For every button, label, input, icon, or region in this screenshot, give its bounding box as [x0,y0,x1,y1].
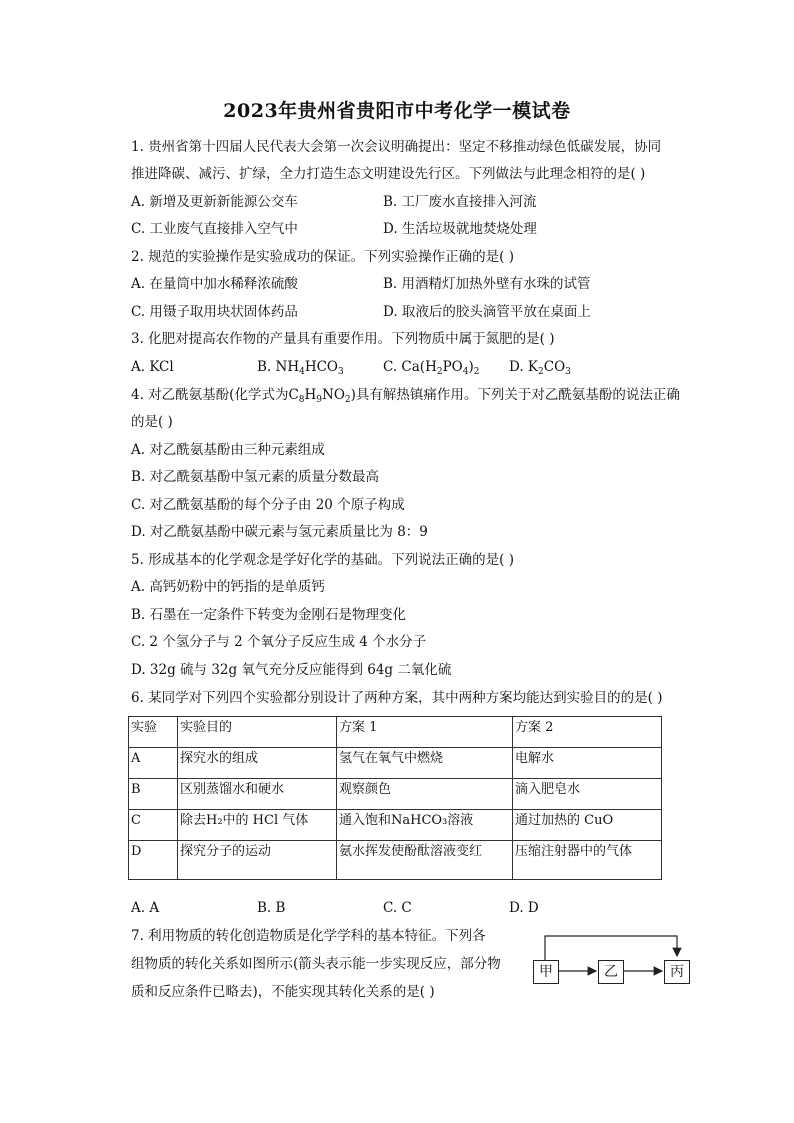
q3-option-a: A. KCl [131,359,174,375]
q3-option-b: B. $NH_4HCO_3$ [257,359,344,377]
q4-option-d: D. 对乙酰氨基酚中碳元素与氢元素质量比为 8：9 [131,524,428,540]
q6-option-a: A. A [131,900,160,916]
q3-option-c: C. $Ca(H_2PO_4)_2$ [383,359,480,377]
q2-option-b: B. 用酒精灯加热外壁有水珠的试管 [383,276,591,292]
table-cell: C [129,810,178,841]
table-cell: 探究水的组成 [178,748,337,779]
page-title: 2023年贵州省贵阳市中考化学一模试卷 [223,100,571,122]
table-header: 方案 2 [513,717,662,748]
table-cell: A [129,748,178,779]
q7-stem-line1: 7. 利用物质的转化创造物质是化学学科的基本特征。下列各 [131,928,486,944]
q5-option-c: C. 2 个氢分子与 2 个氧分子反应生成 4 个水分子 [131,634,427,650]
q3-stem: 3. 化肥对提高农作物的产量具有重要作用。下列物质中属于氮肥的是( ) [131,331,555,347]
table-header: 实验 [129,717,178,748]
q2-option-c: C. 用镊子取用块状固体药品 [131,304,298,320]
experiment-table [128,716,662,880]
q1-option-b: B. 工厂废水直接排入河流 [383,194,537,210]
q2-option-d: D. 取液后的胶头滴管平放在桌面上 [383,304,591,320]
table-cell: 除去H₂中的 HCl 气体 [178,810,337,841]
diagram-box-jia: 甲 [533,960,559,984]
q4-option-a: A. 对乙酰氨基酚由三种元素组成 [131,442,325,458]
table-cell: 滴入肥皂水 [513,779,662,810]
q4-option-b: B. 对乙酰氨基酚中氢元素的质量分数最高 [131,469,380,485]
table-header-row [129,717,662,748]
q4-stem-line2: 的是( ) [131,414,173,430]
q6-option-d: D. D [509,900,539,916]
table-cell: B [129,779,178,810]
table-cell: 氢气在氧气中燃烧 [337,748,513,779]
q5-option-d: D. 32g 硫与 32g 氧气充分反应能得到 64g 二氧化硫 [131,662,452,678]
q6-option-b: B. B [257,900,286,916]
table-row [129,779,662,810]
q6-stem: 6. 某同学对下列四个实验都分别设计了两种方案，其中两种方案均能达到实验目的的是( ) [131,690,663,706]
arrow-jia-to-bing [545,936,677,960]
q7-stem-line3: 质和反应条件已略去)，不能实现其转化关系的是( ) [131,984,435,1000]
q1-option-a: A. 新增及更新新能源公交车 [131,194,298,210]
q5-option-b: B. 石墨在一定条件下转变为金刚石是物理变化 [131,607,407,623]
q7-stem-line2: 组物质的转化关系如图所示(箭头表示能一步实现反应，部分物 [131,956,501,972]
table-cell: 区别蒸馏水和硬水 [178,779,337,810]
table-cell: 氨水挥发使酚酞溶液变红 [337,841,513,880]
table-cell: 观察颜色 [337,779,513,810]
q1-option-c: C. 工业废气直接排入空气中 [131,221,298,237]
diagram-box-bing: 丙 [664,960,690,984]
q2-stem: 2. 规范的实验操作是实验成功的保证。下列实验操作正确的是( ) [131,249,514,265]
q1-stem-line2: 推进降碳、减污、扩绿，全力打造生态文明建设先行区。下列做法与此理念相符的是( ) [131,166,646,182]
q5-option-a: A. 高钙奶粉中的钙指的是单质钙 [131,579,325,595]
table-cell: 通过加热的 CuO [513,810,662,841]
q5-stem: 5. 形成基本的化学观念是学好化学的基础。下列说法正确的是( ) [131,552,514,568]
q1-option-d: D. 生活垃圾就地焚烧处理 [383,221,537,237]
diagram-box-yi: 乙 [598,960,624,984]
table-cell: 压缩注射器中的气体 [513,841,662,880]
table-row [129,841,662,880]
table-cell: D [129,841,178,880]
table-cell: 电解水 [513,748,662,779]
q4-stem-line1: 4. 对乙酰氨基酚(化学式为$C_8H_9NO_2$)具有解热镇痛作用。下列关于对乙酰氨基酚的说法正确 [131,387,680,405]
table-row [129,810,662,841]
table-cell: 通入饱和NaHCO₃溶液 [337,810,513,841]
q1-stem-line1: 1. 贵州省第十四届人民代表大会第一次会议明确提出：坚定不移推动绿色低碳发展，协同 [131,139,662,155]
q3-option-d: D. $K_2CO_3$ [509,359,571,377]
table-header: 方案 1 [337,717,513,748]
q2-option-a: A. 在量筒中加水稀释浓硫酸 [131,276,298,292]
q6-option-c: C. C [383,900,412,916]
table-row [129,748,662,779]
table-cell: 探究分子的运动 [178,841,337,880]
q4-option-c: C. 对乙酰氨基酚的每个分子由 20 个原子构成 [131,497,405,513]
table-header: 实验目的 [178,717,337,748]
